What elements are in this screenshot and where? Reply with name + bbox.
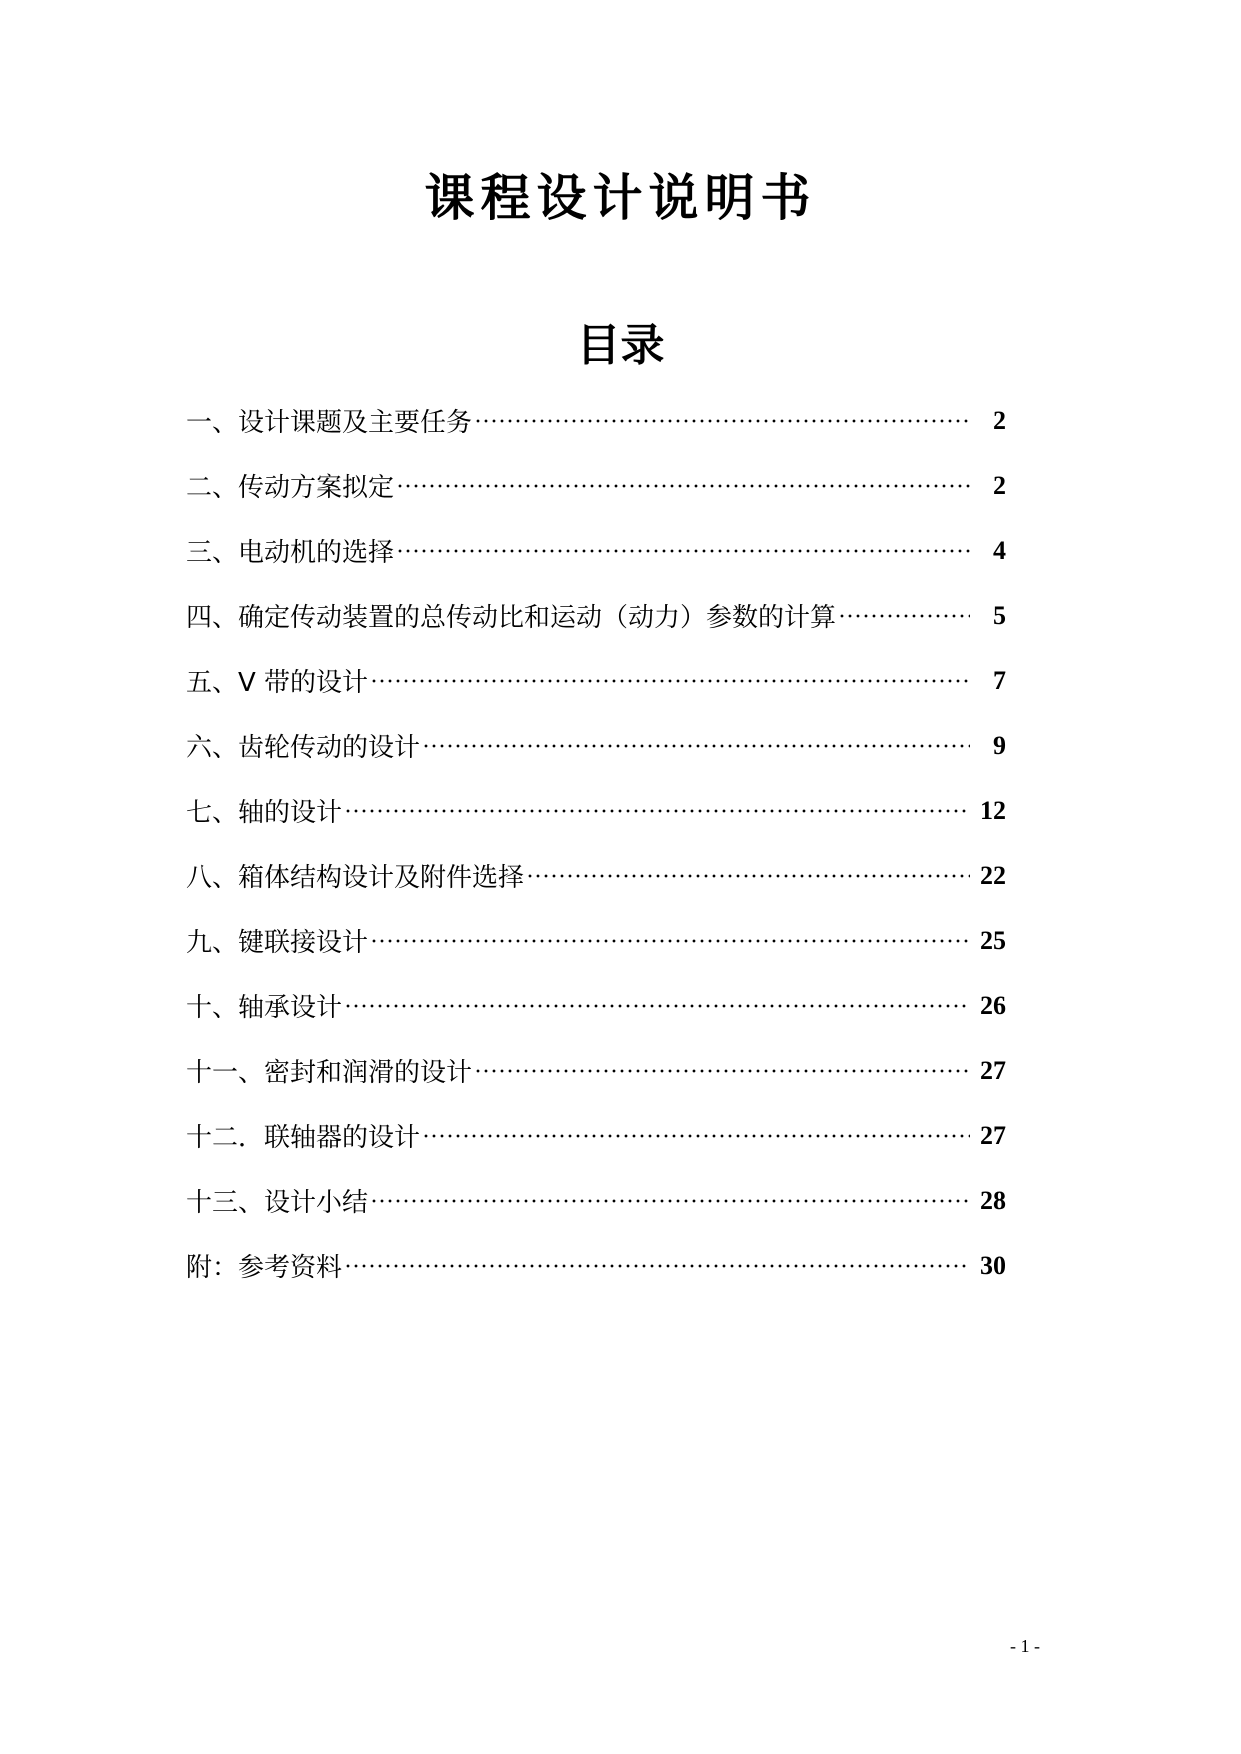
page-number: - 1 - <box>1010 1636 1040 1656</box>
toc-entry[interactable] <box>186 583 1006 648</box>
toc-dot-leader <box>396 543 970 559</box>
toc-entry-label: 九、键联接设计 <box>186 928 369 958</box>
toc-entry[interactable] <box>186 843 1006 908</box>
toc-dot-leader <box>370 673 970 689</box>
toc-entry[interactable] <box>186 388 1006 453</box>
toc-dot-leader <box>344 803 970 819</box>
document-title: 课程设计说明书 <box>424 168 817 227</box>
toc-entry[interactable] <box>186 713 1006 778</box>
toc-dot-leader <box>838 608 970 624</box>
toc-dot-leader <box>344 1258 970 1274</box>
toc-dot-leader <box>370 933 970 949</box>
toc-dot-leader <box>422 1128 970 1144</box>
toc-dot-leader <box>474 1063 970 1079</box>
toc-entry[interactable] <box>186 518 1006 583</box>
toc-entry-page: 22 <box>980 860 1006 890</box>
toc-entry-page: 2 <box>993 470 1006 500</box>
toc-entry-page: 2 <box>993 405 1006 435</box>
toc-entry-label: 三、电动机的选择 <box>186 538 395 568</box>
toc-entry-label: 一、设计课题及主要任务 <box>186 408 473 438</box>
toc-entry[interactable] <box>186 1168 1006 1233</box>
toc-entry-label: 六、齿轮传动的设计 <box>186 733 421 763</box>
toc-entry-label: 五、V 带的设计 <box>186 668 369 698</box>
toc-entry-page: 9 <box>993 730 1006 760</box>
toc-entry-page: 7 <box>993 665 1006 695</box>
toc-entry-label: 附：参考资料 <box>186 1253 343 1283</box>
toc-dot-leader <box>344 998 970 1014</box>
toc-dot-leader <box>526 868 970 884</box>
toc-entry-page: 30 <box>980 1250 1006 1280</box>
toc-dot-leader <box>474 413 970 429</box>
toc-entry[interactable] <box>186 1038 1006 1103</box>
toc-entry-label: 十一、密封和润滑的设计 <box>186 1058 473 1088</box>
toc-entry-page: 12 <box>980 795 1006 825</box>
toc-dot-leader <box>396 478 970 494</box>
toc-entry-label: 十三、设计小结 <box>186 1188 369 1218</box>
table-of-contents <box>186 388 1006 1298</box>
toc-dot-leader <box>422 738 970 754</box>
toc-heading: 目录 <box>576 320 665 371</box>
toc-entry-page: 25 <box>980 925 1006 955</box>
toc-entry-label: 十二．联轴器的设计 <box>186 1123 421 1153</box>
toc-entry-page: 26 <box>980 990 1006 1020</box>
toc-entry-page: 27 <box>980 1120 1006 1150</box>
toc-entry-label: 十、轴承设计 <box>186 993 343 1023</box>
toc-entry[interactable] <box>186 908 1006 973</box>
toc-entry-page: 28 <box>980 1185 1006 1215</box>
toc-entry-label: 八、箱体结构设计及附件选择 <box>186 863 525 893</box>
toc-entry-label: 四、确定传动装置的总传动比和运动（动力）参数的计算 <box>186 603 837 633</box>
toc-entry[interactable] <box>186 1233 1006 1298</box>
toc-entry[interactable] <box>186 973 1006 1038</box>
toc-entry[interactable] <box>186 453 1006 518</box>
toc-entry-label: 七、轴的设计 <box>186 798 343 828</box>
toc-entry-page: 4 <box>993 535 1006 565</box>
toc-entry[interactable] <box>186 778 1006 843</box>
toc-entry[interactable] <box>186 648 1006 713</box>
toc-entry-label: 二、传动方案拟定 <box>186 473 395 503</box>
toc-entry-page: 5 <box>993 600 1006 630</box>
toc-dot-leader <box>370 1193 970 1209</box>
toc-entry-page: 27 <box>980 1055 1006 1085</box>
toc-entry[interactable] <box>186 1103 1006 1168</box>
